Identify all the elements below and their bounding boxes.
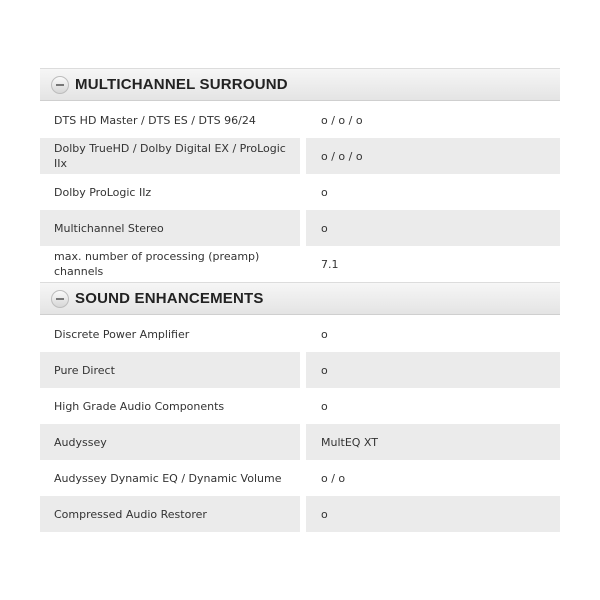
spec-label: Pure Direct (40, 352, 300, 388)
spec-row (40, 496, 560, 532)
spec-row (40, 424, 560, 460)
spec-label: Audyssey Dynamic EQ / Dynamic Volume (40, 460, 300, 496)
section-rows-sound-enhancements (40, 316, 560, 532)
spec-label: Dolby TrueHD / Dolby Digital EX / ProLogic IIx (40, 138, 300, 174)
spec-value: o (306, 352, 560, 388)
spec-value: o / o (306, 460, 560, 496)
spec-value: o (306, 316, 560, 352)
spec-label: High Grade Audio Components (40, 388, 300, 424)
spec-value: 7.1 (306, 246, 560, 282)
spec-value: o (306, 174, 560, 210)
spec-label: Discrete Power Amplifier (40, 316, 300, 352)
spec-row (40, 352, 560, 388)
section-title: MULTICHANNEL SURROUND (75, 76, 288, 93)
specs-table (40, 68, 560, 532)
spec-value: o / o / o (306, 138, 560, 174)
spec-row (40, 210, 560, 246)
spec-value: o (306, 210, 560, 246)
section-header-sound-enhancements[interactable] (40, 282, 560, 315)
spec-label: Dolby ProLogic IIz (40, 174, 300, 210)
spec-label: max. number of processing (preamp) channels (40, 246, 300, 282)
section-header-multichannel-surround[interactable] (40, 68, 560, 101)
spec-label: Multichannel Stereo (40, 210, 300, 246)
spec-row (40, 102, 560, 138)
spec-value: o (306, 388, 560, 424)
spec-row (40, 138, 560, 174)
section-title: SOUND ENHANCEMENTS (75, 290, 264, 307)
spec-label: DTS HD Master / DTS ES / DTS 96/24 (40, 102, 300, 138)
spec-row (40, 316, 560, 352)
spec-row (40, 174, 560, 210)
spec-row (40, 388, 560, 424)
spec-value: MultEQ XT (306, 424, 560, 460)
spec-row (40, 246, 560, 282)
spec-value: o (306, 496, 560, 532)
spec-row (40, 460, 560, 496)
collapse-minus-icon[interactable] (51, 76, 69, 94)
spec-label: Audyssey (40, 424, 300, 460)
section-rows-multichannel-surround (40, 102, 560, 282)
collapse-minus-icon[interactable] (51, 290, 69, 308)
spec-value: o / o / o (306, 102, 560, 138)
spec-label: Compressed Audio Restorer (40, 496, 300, 532)
